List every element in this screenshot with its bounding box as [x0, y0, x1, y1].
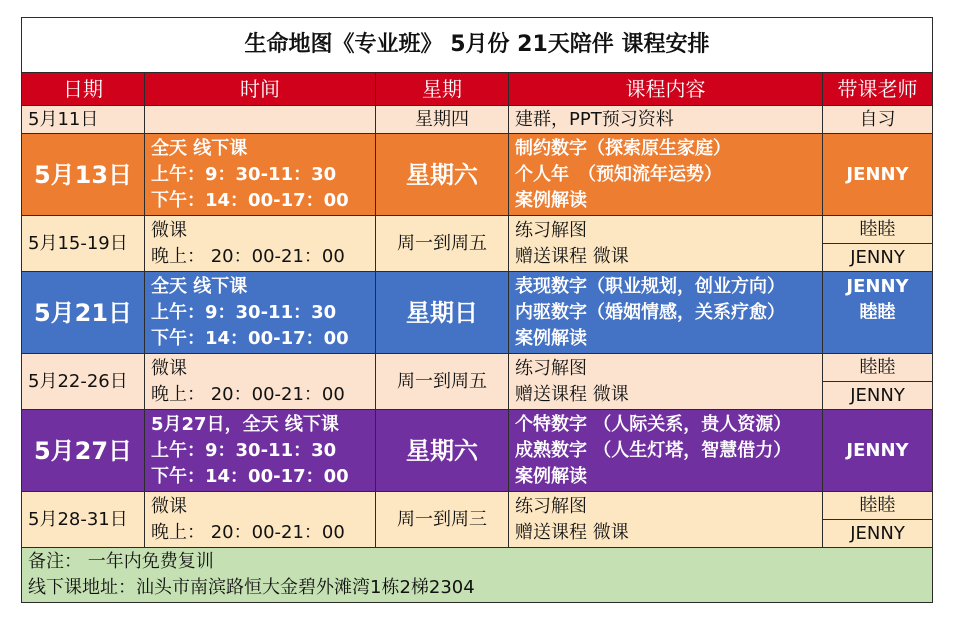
weekday-cell: 周一到周五 [376, 216, 509, 272]
header-time: 时间 [145, 73, 376, 106]
content-line: 练习解图 [515, 219, 587, 241]
header-date: 日期 [22, 73, 145, 106]
teacher-cell: JENNY [823, 134, 933, 216]
content-line: 制约数字（探索原生家庭） [515, 137, 731, 159]
header-row [22, 73, 933, 106]
time-cell [145, 106, 376, 134]
time-cell [145, 410, 376, 492]
content-line: 表现数字（职业规划，创业方向） [515, 275, 785, 297]
weekday-cell: 周一到周五 [376, 354, 509, 410]
content-line: 练习解图 [515, 495, 587, 517]
teacher-name: JENNY [823, 243, 932, 271]
table-row [22, 134, 933, 216]
time-line: 下午：14：00-17：00 [151, 327, 349, 349]
time-line: 全天 线下课 [151, 137, 248, 159]
time-line: 5月27日，全天 线下课 [151, 413, 339, 435]
table-row [22, 106, 933, 134]
time-line: 微课 [151, 219, 187, 241]
content-line: 案例解读 [515, 327, 587, 349]
weekday-cell: 星期六 [376, 134, 509, 216]
content-line: 内驱数字（婚姻情感，关系疗愈） [515, 301, 785, 323]
content-cell [509, 216, 823, 272]
table-row [22, 272, 933, 354]
teacher-name: JENNY [823, 381, 932, 409]
content-line: 案例解读 [515, 465, 587, 487]
content-cell [509, 134, 823, 216]
weekday-cell: 星期六 [376, 410, 509, 492]
content-line: 赠送课程 微课 [515, 521, 629, 543]
teacher-cell [823, 272, 933, 354]
time-cell [145, 492, 376, 548]
header-teacher: 带课老师 [823, 73, 933, 106]
date-cell: 5月28-31日 [22, 492, 145, 548]
time-line: 晚上： 20：00-21：00 [151, 245, 345, 267]
header-weekday: 星期 [376, 73, 509, 106]
weekday-cell: 周一到周三 [376, 492, 509, 548]
table-row [22, 354, 933, 410]
schedule-table [21, 17, 933, 603]
time-line: 上午：9：30-11：30 [151, 439, 337, 461]
content-cell [509, 410, 823, 492]
date-cell: 5月13日 [22, 134, 145, 216]
time-line: 晚上： 20：00-21：00 [151, 383, 345, 405]
content-line: 个人年 （预知流年运势） [515, 163, 722, 185]
time-line: 上午：9：30-11：30 [151, 301, 337, 323]
date-cell: 5月11日 [22, 106, 145, 134]
page-title: 生命地图《专业班》 5月份 21天陪伴 课程安排 [22, 18, 933, 73]
teacher-name: 睦睦 [859, 495, 896, 516]
table-row [22, 492, 933, 548]
notes-row [22, 548, 933, 603]
weekday-cell: 星期四 [376, 106, 509, 134]
weekday-cell: 星期日 [376, 272, 509, 354]
teacher-name: JENNY [823, 519, 932, 547]
header-content: 课程内容 [509, 73, 823, 106]
content-line: 案例解读 [515, 189, 587, 211]
content-cell [509, 492, 823, 548]
table-row [22, 410, 933, 492]
teacher-cell [823, 216, 933, 272]
teacher-name: 睦睦 [859, 357, 896, 378]
time-line: 上午：9：30-11：30 [151, 163, 337, 185]
content-cell: 建群，PPT预习资料 [509, 106, 823, 134]
teacher-cell [823, 492, 933, 548]
time-cell [145, 216, 376, 272]
content-cell [509, 354, 823, 410]
content-line: 个特数字 （人际关系，贵人资源） [515, 413, 792, 435]
content-line: 成熟数字 （人生灯塔，智慧借力） [515, 439, 792, 461]
teacher-cell [823, 354, 933, 410]
content-line: 赠送课程 微课 [515, 245, 629, 267]
teacher-cell: 自习 [823, 106, 933, 134]
note-line: 备注： 一年内免费复训 [28, 551, 214, 572]
time-cell [145, 272, 376, 354]
date-cell: 5月15-19日 [22, 216, 145, 272]
teacher-name: 睦睦 [859, 302, 896, 323]
content-line: 练习解图 [515, 357, 587, 379]
time-line: 下午：14：00-17：00 [151, 189, 349, 211]
teacher-cell: JENNY [823, 410, 933, 492]
time-line: 晚上： 20：00-21：00 [151, 521, 345, 543]
content-cell [509, 272, 823, 354]
notes-cell [22, 548, 933, 603]
content-line: 赠送课程 微课 [515, 383, 629, 405]
date-cell: 5月21日 [22, 272, 145, 354]
date-cell: 5月22-26日 [22, 354, 145, 410]
time-line: 微课 [151, 495, 187, 517]
note-line: 线下课地址：汕头市南滨路恒大金碧外滩湾1栋2梯2304 [28, 577, 475, 598]
date-cell: 5月27日 [22, 410, 145, 492]
time-cell [145, 134, 376, 216]
time-cell [145, 354, 376, 410]
time-line: 下午：14：00-17：00 [151, 465, 349, 487]
teacher-name: 睦睦 [859, 219, 896, 240]
time-line: 微课 [151, 357, 187, 379]
teacher-name: JENNY [846, 276, 909, 297]
table-row [22, 216, 933, 272]
time-line: 全天 线下课 [151, 275, 248, 297]
